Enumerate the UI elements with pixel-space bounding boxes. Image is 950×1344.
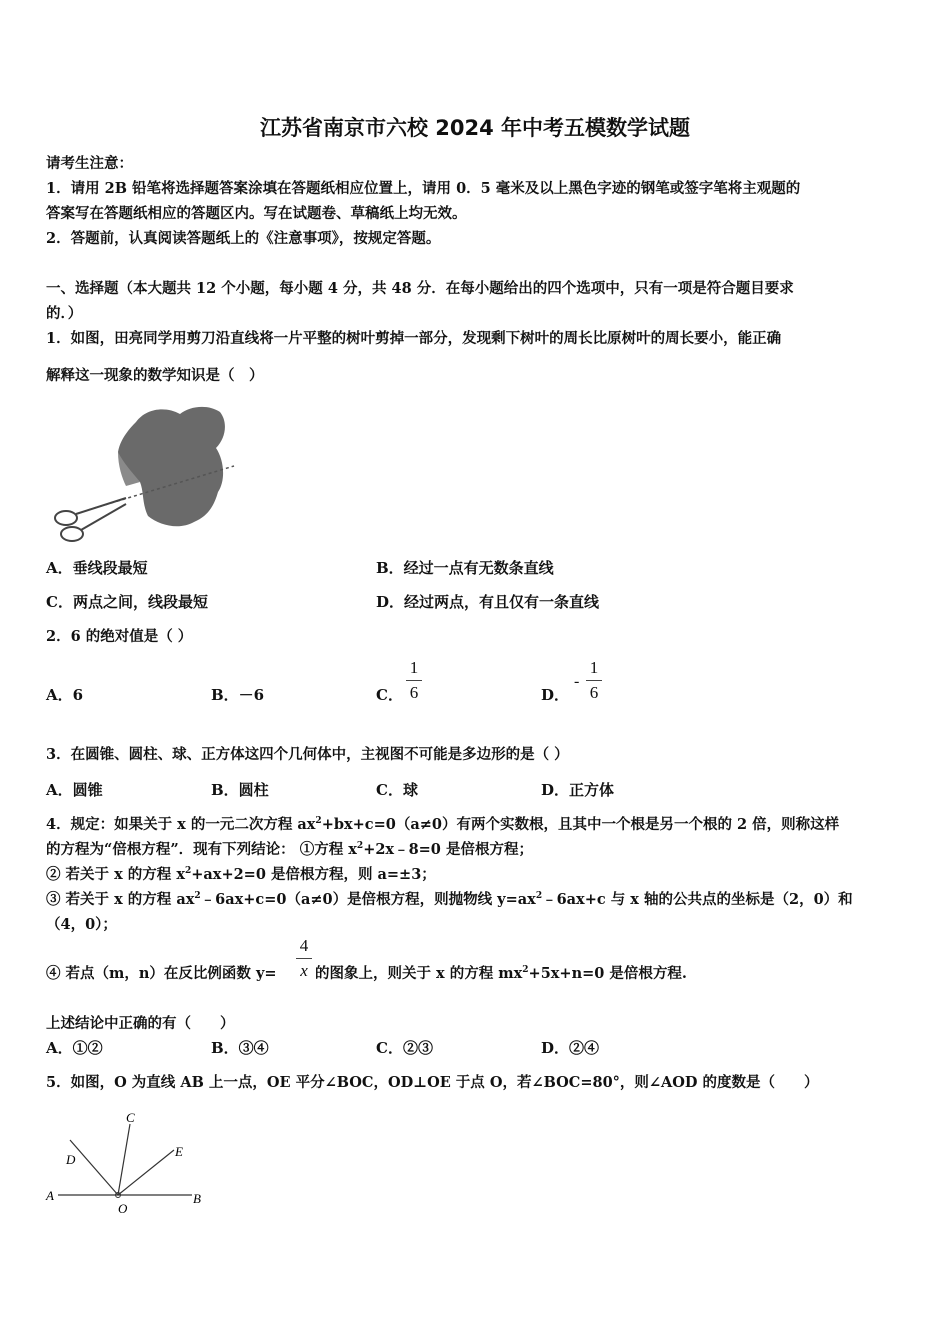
scissors-icon: [55, 498, 126, 541]
q3-option-a[interactable]: A．圆锥: [46, 781, 103, 799]
q3-option-b[interactable]: B．圆柱: [211, 781, 269, 799]
q2-option-d-sign: -: [574, 673, 580, 690]
fraction-denominator: 6: [589, 683, 599, 702]
q2-option-d-fraction: [586, 658, 602, 703]
label-o: O: [118, 1201, 128, 1216]
q3-stem: 3．在圆锥、圆柱、球、正方体这四个几何体中，主视图不可能是多边形的是（ ）: [46, 746, 569, 763]
q1-stem-b: 解释这一现象的数学知识是（ ）: [46, 367, 264, 384]
q4-option-d[interactable]: D．②④: [541, 1039, 600, 1057]
q1-option-d[interactable]: D．经过两点，有且仅有一条直线: [376, 593, 600, 611]
angle-figure: [40, 1106, 220, 1216]
q2-option-c-fraction: [406, 658, 422, 703]
q1-option-c[interactable]: C．两点之间，线段最短: [46, 593, 208, 611]
q4-conclusion-4b: 的图象上，则关于 x 的方程 $mx^2+5x+n=0$ 是倍根方程.: [315, 965, 687, 982]
q2-option-c[interactable]: C．: [376, 686, 403, 704]
q1-option-a[interactable]: A．垂线段最短: [46, 559, 148, 577]
notice-line-1b: 答案写在答题纸相应的答题区内。写在试题卷、草稿纸上均无效。: [46, 205, 467, 222]
section1-line-b: 的．）: [46, 305, 83, 322]
q3-option-c[interactable]: C．球: [376, 781, 418, 799]
q4-option-a[interactable]: A．①②: [46, 1039, 103, 1057]
label-a: A: [46, 1188, 54, 1203]
q4-option-b[interactable]: B．③④: [211, 1039, 269, 1057]
leaf-scissors-figure: [48, 400, 238, 546]
fraction-numerator: 4: [299, 936, 309, 955]
notice-line-2: 2．答题前，认真阅读答题纸上的《注意事项》，按规定答题。: [46, 230, 441, 247]
notice-heading: 请考生注意：: [46, 155, 133, 172]
q3-option-d[interactable]: D．正方体: [541, 781, 615, 799]
q4-fraction-4-over-x: [296, 936, 312, 981]
q5-stem: 5．如图，O 为直线 AB 上一点，OE 平分∠BOC，OD⊥OE 于点 O，若∠BOC=80°，则∠AOD 的度数是（ ）: [46, 1074, 819, 1091]
label-c: C: [126, 1110, 135, 1125]
label-d: D: [66, 1152, 76, 1167]
fraction-denominator: x: [300, 961, 308, 980]
ray-od: [70, 1140, 118, 1195]
label-e: E: [175, 1144, 183, 1159]
q4-conclusion-3-cont: （4，0）；: [46, 916, 117, 933]
q2-option-a[interactable]: A．6: [46, 686, 84, 704]
q4-conclusion-3: ③ 若关于 x 的方程 $ax^2﹣6ax+c=0(a\ne 0)$是倍根方程，则抛物线 $y=ax^2﹣6ax+c$ 与 x 轴的公共点的坐标是（2，0）和: [46, 891, 853, 908]
q2-option-d[interactable]: D．: [541, 686, 570, 704]
q4-conclusion-2: ② 若关于 x 的方程 $x^2+ax+2=0$ 是倍根方程，则 a=±3；: [46, 866, 436, 883]
q1-stem-a: 1．如图，田亮同学用剪刀沿直线将一片平整的树叶剪掉一部分，发现剩下树叶的周长比原树叶的周长要小，能正确: [46, 330, 782, 347]
q4-option-c[interactable]: C．②③: [376, 1039, 433, 1057]
q4-conclusion-4a: ④ 若点（m，n）在反比例函数 y=: [46, 965, 277, 982]
ray-oc: [118, 1124, 130, 1195]
page-title: 江苏省南京市六校 2024 年中考五模数学试题: [259, 116, 691, 140]
q1-option-b[interactable]: B．经过一点有无数条直线: [376, 559, 554, 577]
section1-line-a: 一、选择题（本大题共 12 个小题，每小题 4 分，共 48 分．在每小题给出的四个选项中，只有一项是符合题目要求: [46, 280, 794, 297]
label-b: B: [193, 1191, 201, 1206]
fraction-numerator: 1: [409, 658, 419, 677]
q2-option-b[interactable]: B．－6: [211, 686, 265, 704]
leaf-shape: [118, 407, 225, 526]
fraction-denominator: 6: [409, 683, 419, 702]
q4-line-2: 的方程为“倍根方程”．现有下列结论： ①方程 $x^2+2x﹣8=0$ 是倍根方程；: [46, 841, 533, 858]
q4-ask: 上述结论中正确的有（ ）: [46, 1015, 235, 1032]
notice-line-1a: 1．请用 2B 铅笔将选择题答案涂填在答题纸相应位置上，请用 0．5 毫米及以上黑色字迹的钢笔或签字笔将主观题的: [46, 180, 801, 197]
ray-oe: [118, 1150, 174, 1195]
fraction-numerator: 1: [589, 658, 599, 677]
q2-stem: 2．6 的绝对值是（ ）: [46, 628, 193, 645]
q4-line-1: 4．规定：如果关于 x 的一元二次方程 $ax^2+bx+c=0(a\ne 0)$有两个实数根，且其中一个根是另一个根的 2 倍，则称这样: [46, 816, 840, 833]
